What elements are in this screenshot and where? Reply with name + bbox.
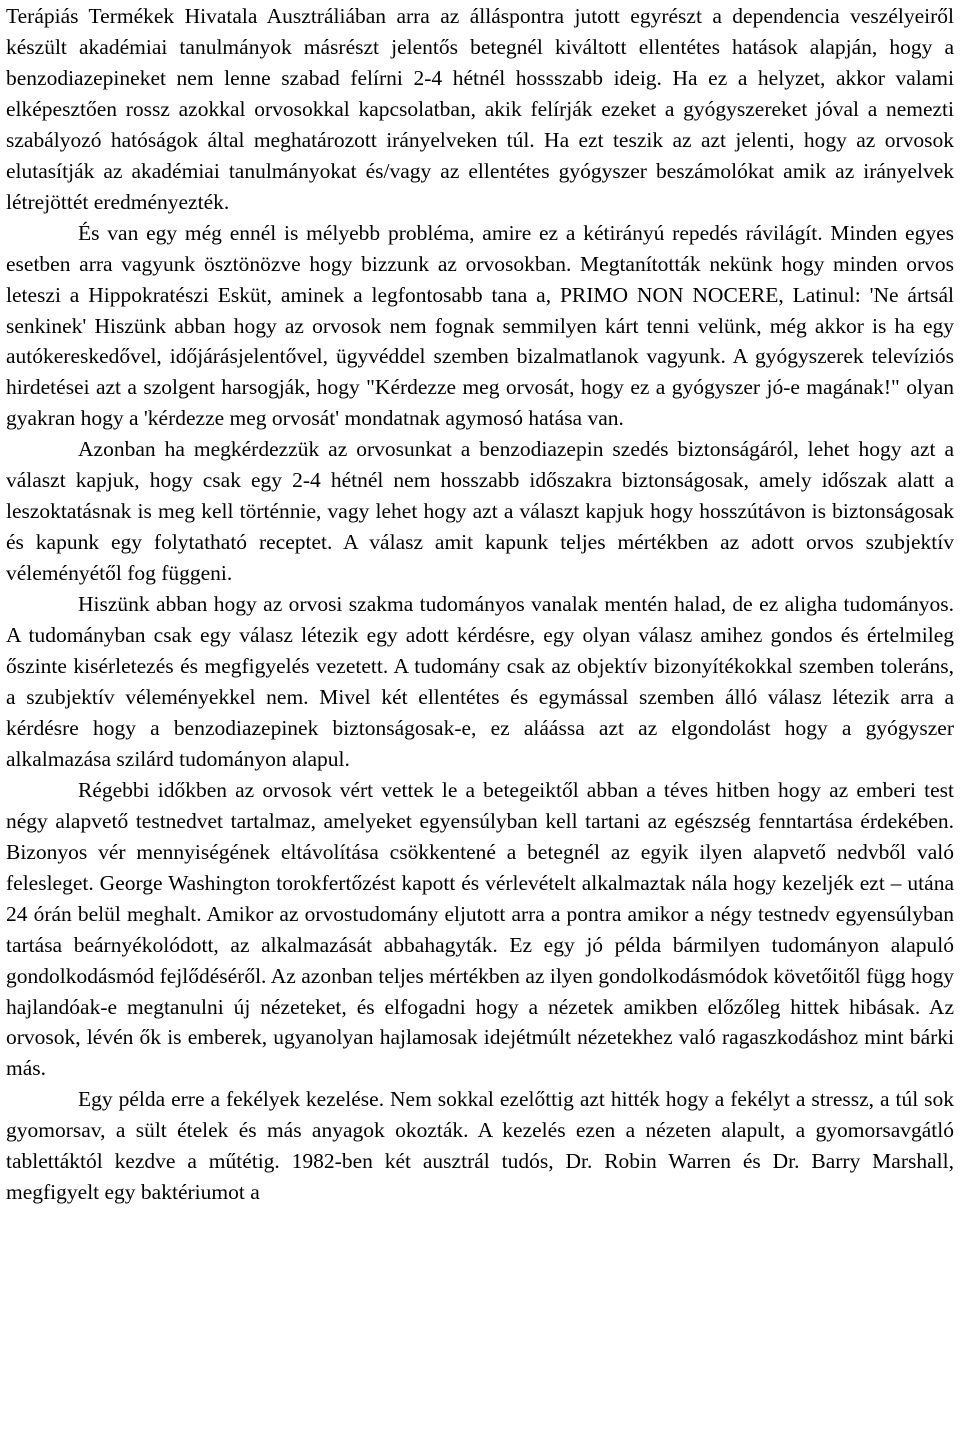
document-page xyxy=(6,0,954,1440)
paragraph-1: Terápiás Termékek Hivatala Ausztráliában arra az álláspontra jutott egyrészt a dependencia veszélyeiről készült akadémiai tanulmányok másrészt jelentős betegnél kiváltott ellentétes hatások alapján, hogy a benzodiazepineket nem lenne szabad felírni 2-4 hétnél hossszabb ideig. Ha ez a helyzet, akkor valami elképesztően rossz azokkal orvosokkal kapcsolatban, akik felírják ezeket a gyógyszereket jóval a nemezti szabályozó hatóságok által meghatározott irányelveken túl. Ha ezt teszik az azt jelenti, hogy az orvosok elutasítják az akadémiai tanulmányokat és/vagy az ellentétes gyógyszer beszámolókat amik az irányelvek létrejöttét eredményezték. xyxy=(6,4,954,214)
paragraph-3: Azonban ha megkérdezzük az orvosunkat a benzodiazepin szedés biztonságáról, lehet hogy azt a választ kapjuk, hogy csak egy 2-4 hétnél nem hosszabb időszakra biztonságosak, amely időszak alatt a leszoktatásnak is meg kell történnie, vagy lehet hogy azt a választ kapjuk hogy hosszútávon is biztonságosak és kapunk egy folytatható receptet. A válasz amit kapunk teljes mértékben az adott orvos szubjektív véleményétől fog függeni. xyxy=(6,437,954,586)
paragraph-6: Egy példa erre a fekélyek kezelése. Nem sokkal ezelőttig azt hitték hogy a fekélyt a stressz, a túl sok gyomorsav, a sült ételek és más anyagok okozták. A kezelés ezen a nézeten alapult, a gyomorsavgátló tablettáktól kezdve a műtétig. 1982-ben két ausztrál tudós, Dr. Robin Warren és Dr. Barry Marshall, megfigyelt egy baktériumot a xyxy=(6,1087,954,1205)
paragraph-2: És van egy még ennél is mélyebb probléma, amire ez a kétirányú repedés rávilágít. Minden egyes esetben arra vagyunk ösztönözve hogy bizzunk az orvosokban. Megtanították nekünk hogy minden orvos leteszi a Hippokratészi Esküt, aminek a legfontosabb tana a, PRIMO NON NOCERE, Latinul: 'Ne ártsál senkinek' Hiszünk abban hogy az orvosok nem fognak semmilyen kárt tenni velünk, még akkor is ha egy autókereskedővel, időjárásjelentővel, ügyvéddel szemben bizalmatlanok vagyunk. A gyógyszerek televíziós hirdetései azt a szolgent harsogják, hogy "Kérdezze meg orvosát, hogy ez a gyógyszer jó-e magának!" olyan gyakran hogy a 'kérdezze meg orvosát' mondatnak agymosó hatása van. xyxy=(6,220,954,431)
paragraph-4: Hiszünk abban hogy az orvosi szakma tudományos vanalak mentén halad, de ez aligha tudományos. A tudományban csak egy válasz létezik egy adott kérdésre, egy olyan válasz amihez gondos és értelmileg őszinte kisérletezés és megfigyelés vezetett. A tudomány csak az objektív bizonyítékokkal szemben toleráns, a szubjektív véleményekkel nem. Mivel két ellentétes és egymással szemben álló válasz létezik arra a kérdésre hogy a benzodiazepinek biztonságosak-e, ez aláássa azt az elgondolást hogy a gyógyszer alkalmazása szilárd tudományon alapul. xyxy=(6,592,954,771)
paragraph-5: Régebbi időkben az orvosok vért vettek le a betegeiktől abban a téves hitben hogy az emberi test négy alapvető testnedvet tartalmaz, amelyeket egyensúlyban kell tartani az egészség fenntartása érdekében. Bizonyos vér mennyiségének eltávolítása csökkentené a betegnél az egyik ilyen alapvető nedvből való felesleget. George Washington torokfertőzést kapott és vérlevételt alkalmaztak nála hogy kezeljék ezt – utána 24 órán belül meghalt. Amikor az orvostudomány eljutott arra a pontra amikor a négy testnedv egyensúlyban tartása beárnyékolódott, az alkalmazását abbahagyták. Ez egy jó példa bármilyen tudományon alapuló gondolkodásmód fejlődéséről. Az azonban teljes mértékben az ilyen gondolkodásmódok követőitől függ hogy hajlandóak-e megtanulni új nézeteket, és elfogadni hogy a nézetek amikben előzőleg hittek hibásak. Az orvosok, lévén ők is emberek, ugyanolyan hajlamosak idejétmúlt nézetekhez való ragaszkodáshoz mint bárki más. xyxy=(6,777,954,1081)
